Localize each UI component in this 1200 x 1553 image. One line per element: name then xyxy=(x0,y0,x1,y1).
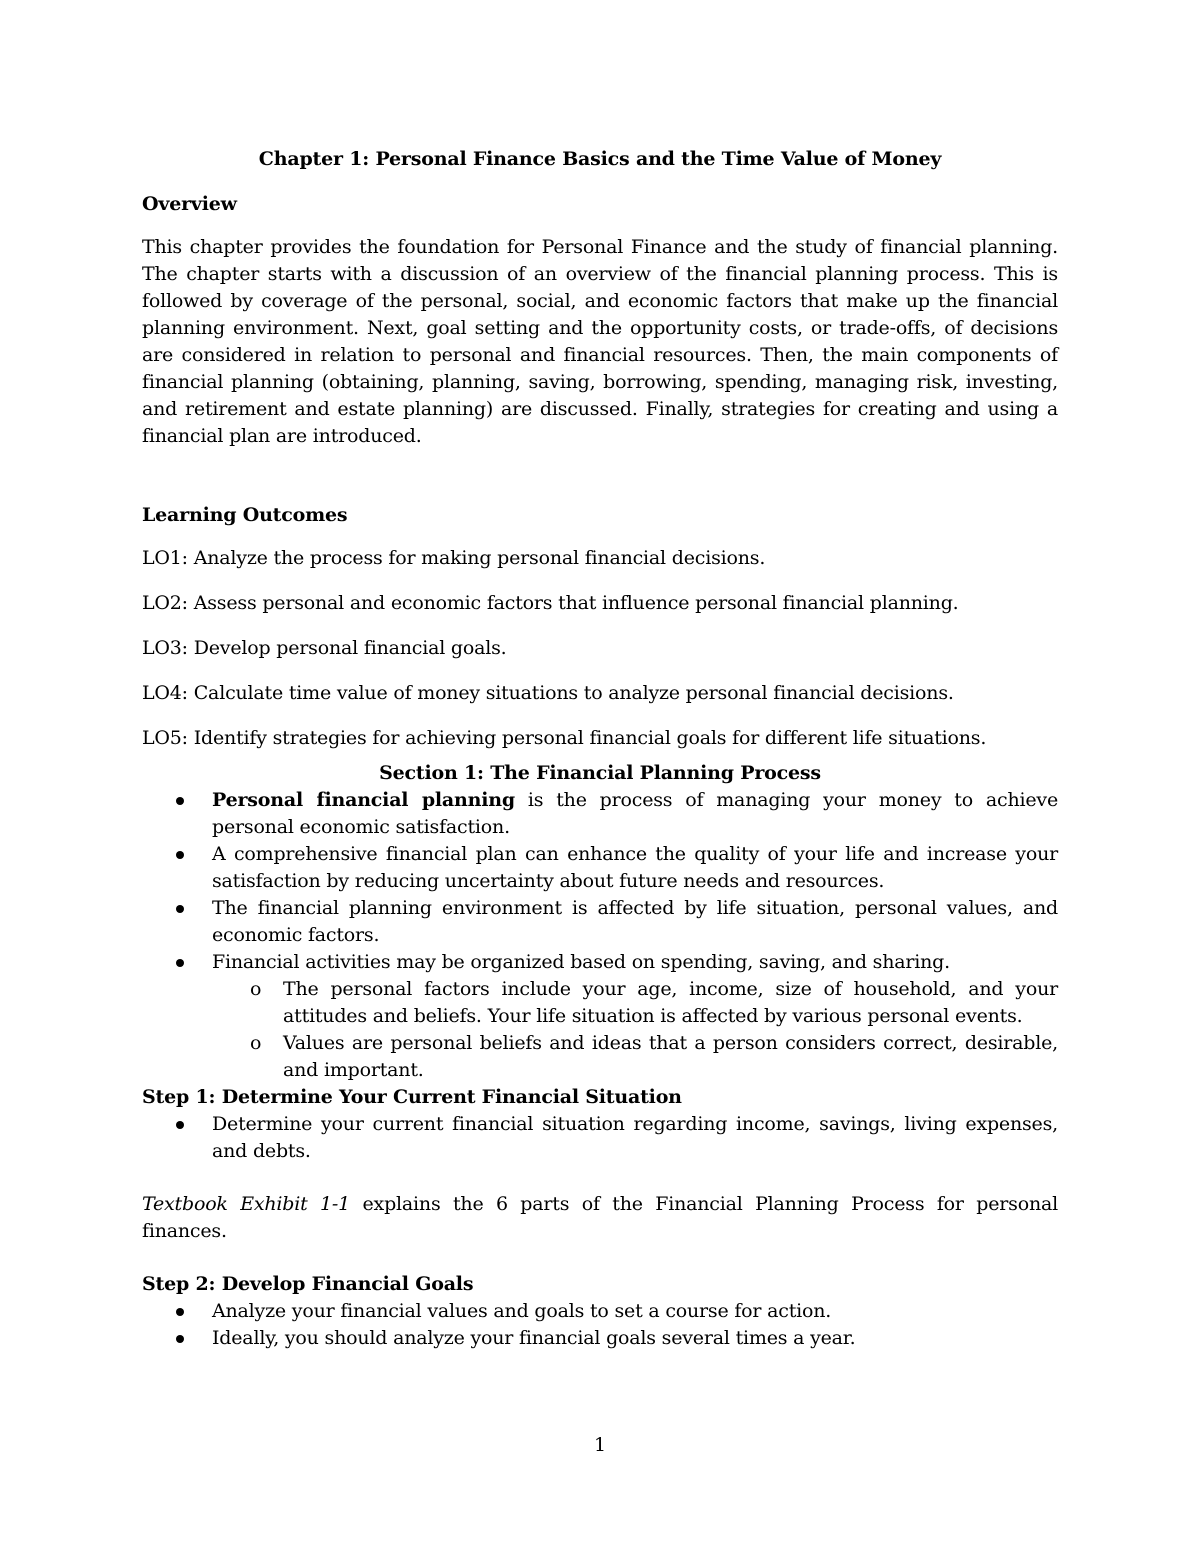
bold-term: Personal financial planning xyxy=(212,789,515,811)
list-item: Financial activities may be organized based on spending, saving, and sharing. xyxy=(142,949,1058,976)
sub-list-item: o The personal factors include your age, income, size of household, and your attitudes and beliefs. Your life situation is affected by various personal events. xyxy=(142,976,1058,1030)
exhibit-text: explains the 6 parts of the Financial Planning Process for personal finances. xyxy=(142,1193,1058,1242)
learning-outcome-1: LO1: Analyze the process for making personal financial decisions. xyxy=(142,547,766,569)
list-item xyxy=(142,787,1058,841)
page-number: 1 xyxy=(593,1434,607,1456)
sub-list-item: o Values are personal beliefs and ideas that a person considers correct, desirable, and important. xyxy=(142,1030,1058,1084)
step-1-title: Step 1: Determine Your Current Financial Situation xyxy=(142,1086,682,1108)
list-item: Analyze your financial values and goals to set a course for action. xyxy=(142,1298,1058,1325)
learning-outcome-3: LO3: Develop personal financial goals. xyxy=(142,637,507,659)
list-item-text: is the process of managing your money to achieve personal economic satisfaction. xyxy=(212,789,1058,838)
chapter-title: Chapter 1: Personal Finance Basics and the Time Value of Money xyxy=(258,148,942,170)
exhibit-reference xyxy=(142,1191,1058,1245)
learning-outcome-4: LO4: Calculate time value of money situations to analyze personal financial decisions. xyxy=(142,682,954,704)
step-2-list xyxy=(142,1298,1058,1352)
overview-paragraph: This chapter provides the foundation for Personal Finance and the study of financial planning. The chapter starts with a discussion of an overview of the financial planning process. This is followed by coverage of the personal, social, and economic factors that make up the financial planning environment. Next, goal setting and the opportunity costs, or trade-offs, of decisions are considered in relation to personal and financial resources. Then, the main components of financial planning (obtaining, planning, saving, borrowing, spending, managing risk, investing, and retirement and estate planning) are discussed. Finally, strategies for creating and using a financial plan are introduced. xyxy=(142,236,1058,447)
overview-heading: Overview xyxy=(142,193,237,215)
step-2-title: Step 2: Develop Financial Goals xyxy=(142,1273,474,1295)
learning-outcome-5: LO5: Identify strategies for achieving personal financial goals for different life situations. xyxy=(142,727,987,749)
list-item: Ideally, you should analyze your financial goals several times a year. xyxy=(142,1325,1058,1352)
learning-outcomes-heading: Learning Outcomes xyxy=(142,504,348,526)
list-item: A comprehensive financial plan can enhance the quality of your life and increase your satisfaction by reducing uncertainty about future needs and resources. xyxy=(142,841,1058,895)
section-1-list xyxy=(142,787,1058,1084)
step-1-list xyxy=(142,1111,1058,1165)
exhibit-name: Textbook Exhibit 1-1 xyxy=(142,1193,351,1215)
list-item: The financial planning environment is affected by life situation, personal values, and economic factors. xyxy=(142,895,1058,949)
list-item: Determine your current financial situation regarding income, savings, living expenses, and debts. xyxy=(142,1111,1058,1165)
section-1-title: Section 1: The Financial Planning Process xyxy=(379,762,821,784)
page-content xyxy=(142,140,1058,1352)
learning-outcome-2: LO2: Assess personal and economic factors that influence personal financial planning. xyxy=(142,592,959,614)
